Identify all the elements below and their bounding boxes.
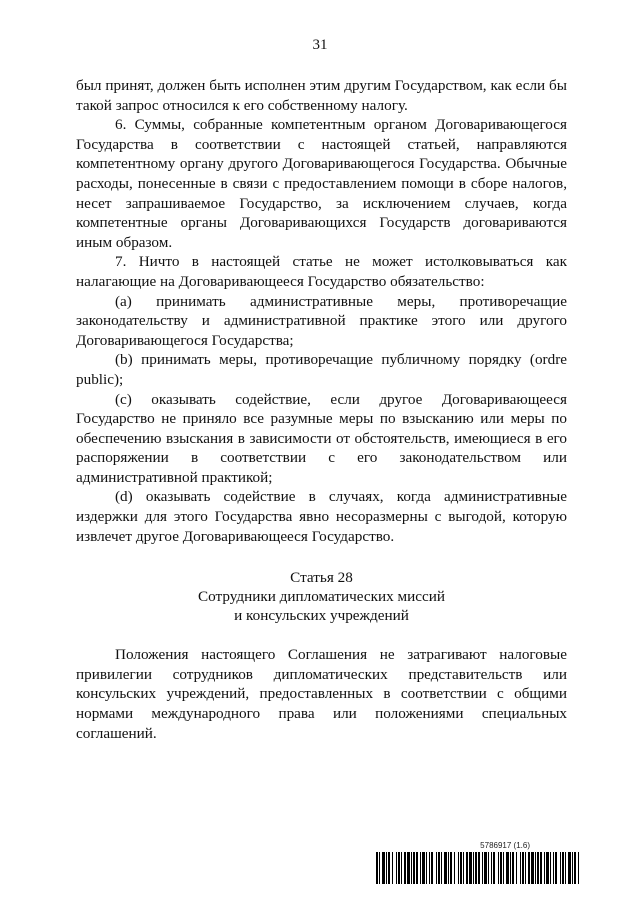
barcode-bar — [537, 852, 539, 884]
barcode-bar — [512, 852, 514, 884]
barcode-bar — [500, 852, 502, 884]
barcode-bar — [398, 852, 400, 884]
barcode-bar — [546, 852, 549, 884]
barcode-bar — [531, 852, 534, 884]
barcode-bar — [382, 852, 385, 884]
barcode-bar — [562, 852, 564, 884]
barcode-bar — [458, 852, 459, 884]
barcode-bar — [392, 852, 393, 884]
barcode-bar — [413, 852, 415, 884]
paragraph-6: 6. Суммы, собранные компетентным органом Договаривающегося Государства в соответствии с настоящей статьей, направляются компетентному органу другого Договаривающегося Государства. Обычные расходы, понесенные в связи с предоставлением помощи в сборе налогов, несет запрашиваемое Государство, за исключением случаев, когда компетентные органы Договаривающихся Государств договариваются иным образом. — [76, 116, 567, 251]
barcode-bar — [420, 852, 421, 884]
barcode-bar — [506, 852, 509, 884]
article-28-text: Положения настоящего Соглашения не затрагивают налоговые привилегии сотрудников дипломатических представительств или консульских учреждений, предоставленных в соответствии с общими нормами международного права или положениями специальных соглашений. — [76, 646, 567, 742]
barcode-bar — [416, 852, 418, 884]
barcode-bar — [429, 852, 430, 884]
barcode-bar — [578, 852, 579, 884]
barcode-bar — [441, 852, 442, 884]
barcode-bar — [498, 852, 499, 884]
barcode-bar — [520, 852, 521, 884]
barcode-bar — [560, 852, 561, 884]
barcode-bar — [444, 852, 447, 884]
barcode-bar — [463, 852, 464, 884]
barcode-bar — [460, 852, 462, 884]
barcode-bar — [482, 852, 483, 884]
barcode-bar — [522, 852, 524, 884]
barcode-bar — [516, 852, 517, 884]
barcode-bar — [574, 852, 576, 884]
paragraph-continuation: был принят, должен быть исполнен этим другим Государством, как если бы такой запрос относился к его собственному налогу. — [76, 77, 567, 114]
barcode-bar — [478, 852, 480, 884]
barcode-bar — [450, 852, 452, 884]
barcode-bar — [493, 852, 495, 884]
barcode-bar — [544, 852, 545, 884]
barcode-bar — [510, 852, 511, 884]
barcode-bar — [488, 852, 489, 884]
barcode-bar — [475, 852, 477, 884]
barcode-bar — [388, 852, 390, 884]
barcode-bar — [555, 852, 557, 884]
barcode-bar — [436, 852, 437, 884]
barcode-bar — [431, 852, 433, 884]
page-number: 31 — [312, 37, 328, 53]
barcode-bar — [422, 852, 425, 884]
barcode-bar — [565, 852, 566, 884]
barcode-bar — [540, 852, 542, 884]
article-title-line1: Сотрудники дипломатических миссий — [197, 588, 446, 606]
barcode-bar — [553, 852, 554, 884]
barcode-bar — [572, 852, 573, 884]
paragraph-7c: (c) оказывать содействие, если другое Договаривающееся Государство не приняло все разумные меры по взысканию или меры по обеспечению взыскания в зависимости от обстоятельств, имеющиеся в его распоряжении в соответствии с его законодательством или административной практикой; — [76, 390, 567, 486]
barcode-bar — [396, 852, 397, 884]
article-heading — [76, 568, 567, 625]
barcode-bar — [503, 852, 504, 884]
barcode-bar — [401, 852, 402, 884]
barcode-bar — [491, 852, 492, 884]
body-text — [76, 76, 567, 743]
barcode-bar — [466, 852, 468, 884]
paragraph-7d: (d) оказывать содействие в случаях, когда административные издержки для этого Государства явно несоразмерны с выгодой, которую извлечет другое Договаривающееся Государство. — [76, 488, 567, 545]
barcode-bar — [473, 852, 474, 884]
barcode-bar — [438, 852, 440, 884]
barcode-bar — [448, 852, 449, 884]
barcode-bar — [386, 852, 387, 884]
paragraph-7: 7. Ничто в настоящей статье не может истолковываться как налагающие на Договаривающееся Государство обязательство: — [76, 253, 567, 290]
barcode-bar — [525, 852, 526, 884]
barcode-bar — [379, 852, 380, 884]
barcode-bar — [484, 852, 487, 884]
barcode-image — [376, 852, 582, 884]
article-number: Статья 28 — [290, 569, 353, 587]
paragraph-7b: (b) принимать меры, противоречащие публичному порядку (ordre public); — [76, 351, 567, 388]
barcode-bar — [469, 852, 472, 884]
barcode-bar — [535, 852, 536, 884]
barcode-bar — [411, 852, 412, 884]
barcode-bar — [404, 852, 406, 884]
barcode-block — [376, 841, 582, 884]
barcode-bar — [376, 852, 378, 884]
barcode-bar — [528, 852, 530, 884]
paragraph-7a: (a) принимать административные меры, противоречащие законодательству и административной практике этого или другого Договаривающегося Государства; — [76, 292, 567, 349]
barcode-bar — [454, 852, 455, 884]
barcode-bar — [568, 852, 571, 884]
barcode-code: 5786917 (1.6) — [480, 841, 530, 850]
article-title-line2: и консульских учреждений — [234, 607, 409, 625]
barcode-bar — [426, 852, 427, 884]
barcode-bar — [407, 852, 410, 884]
barcode-bar — [550, 852, 551, 884]
